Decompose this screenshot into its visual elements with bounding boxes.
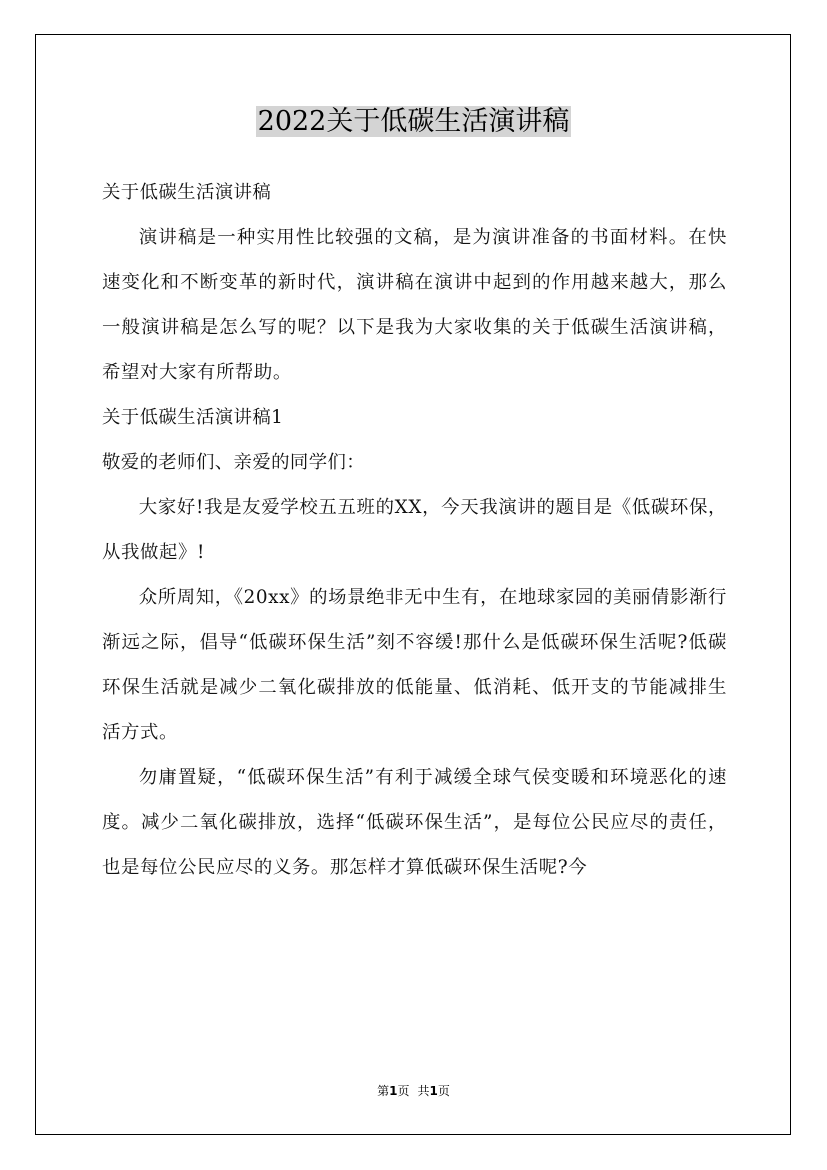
body-paragraph: 勿庸置疑，“低碳环保生活”有利于减缓全球气侯变暖和环境恶化的速度。减少二氧化碳排放，选择“低碳环保生活”，是每位公民应尽的责任，也是每位公民应尽的义务。那怎样才算低碳环保生活呢?今: [102, 767, 727, 878]
section-heading: 关于低碳生活演讲稿1: [102, 407, 284, 428]
body-paragraph: 演讲稿是一种实用性比较强的文稿，是为演讲准备的书面材料。在快速变化和不断变革的新时代，演讲稿在演讲中起到的作用越来越大，那么一般演讲稿是怎么写的呢？以下是我为大家收集的关于低碳生活演讲稿，希望对大家有所帮助。: [102, 227, 727, 383]
current-page-number: 1: [389, 1084, 398, 1098]
document-title: [0, 102, 827, 142]
salutation: 敬爱的老师们、亲爱的同学们：: [102, 452, 366, 473]
page-total: [418, 1084, 450, 1098]
page-number: [377, 1084, 409, 1098]
total-page-number: 1: [429, 1084, 438, 1098]
page-footer: [0, 1083, 827, 1099]
document-body: [102, 170, 727, 890]
total-label-prefix: 共: [417, 1084, 430, 1098]
section-heading: 关于低碳生活演讲稿: [102, 182, 272, 203]
total-label-suffix: 页: [437, 1084, 450, 1098]
title-text: 2022关于低碳生活演讲稿: [257, 106, 570, 137]
body-paragraph: 众所周知，《20xx》的场景绝非无中生有，在地球家园的美丽倩影渐行渐远之际，倡导“低碳环保生活”刻不容缓!那什么是低碳环保生活呢?低碳环保生活就是减少二氧化碳排放的低能量、低消耗、低开支的节能减排生活方式。: [102, 587, 727, 743]
page-label-suffix: 页: [397, 1084, 410, 1098]
page-label-prefix: 第: [377, 1084, 390, 1098]
body-paragraph: 大家好!我是友爱学校五五班的XX，今天我演讲的题目是《低碳环保，从我做起》!: [102, 497, 727, 563]
